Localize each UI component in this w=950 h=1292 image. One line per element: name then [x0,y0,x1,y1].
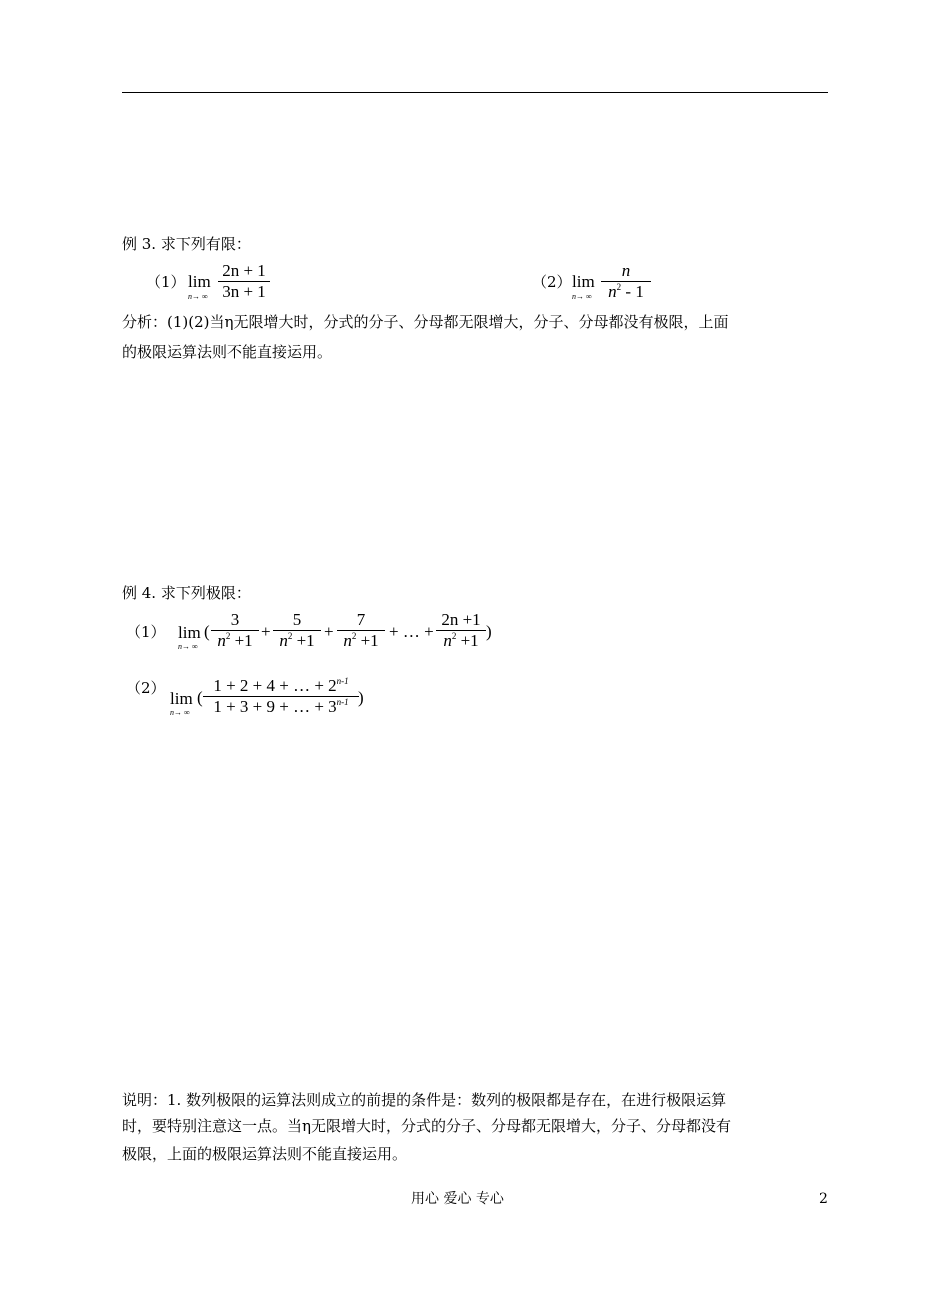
example-3-part-1-label: （1） [146,273,186,291]
example-4-title: 例 4. 求下列极限： [122,584,251,602]
close-paren: ) [486,622,492,641]
lim-operator: lim [188,272,211,291]
footer-motto: 用心 爱心 专心 [411,1191,504,1207]
lim-subscript: n→ ∞ [188,292,208,301]
header-rule [122,92,828,93]
lim-operator: lim [178,623,201,642]
note-line-1: 说明：1. 数列极限的运算法则成立的前提的条件是：数列的极限都是存在，在进行极限运算 [122,1091,727,1109]
lim-subscript: n→ ∞ [178,642,198,651]
note-line-3: 极限，上面的极限运算法则不能直接运用。 [122,1145,408,1163]
sum-term-n: $\frac{2n +1}{n^2 +1}$ [436,610,486,651]
open-paren: ( [204,622,210,641]
lim-operator: lim [572,272,595,291]
close-paren: ) [358,688,364,707]
example-3-fraction-2 [601,261,651,302]
example-3-fraction-1 [218,261,270,302]
lim-subscript: n→ ∞ [572,292,592,301]
lim-subscript: n→ ∞ [170,708,190,717]
example-3-part-2-label: （2） [532,273,572,291]
denominator: 3n + 1 [218,281,270,302]
example-3-title: 例 3. 求下列有限： [122,235,251,253]
example-4-fraction-2: $\frac{1 + 2 + 4 + \dots + 2^{n-1}}{1 + 3 + 9 + \dots + 3^{n-1}}$ [203,676,359,717]
lim-operator: lim [170,689,193,708]
ellipsis: + … + [389,622,434,641]
example-4-part-2-label: （2） [126,679,166,697]
page-number: 2 [819,1191,828,1207]
plus-sign: + [324,622,334,641]
sum-term-3: $\frac{7}{n^2 +1}$ [337,610,385,651]
analysis-line-1: 分析：(1)(2)当η无限增大时，分式的分子、分母都无限增大，分子、分母都没有极限，上面 [122,313,729,331]
denominator: $n^2 - 1$ [601,281,651,302]
numerator: 2n + 1 [222,261,266,280]
note-line-2: 时，要特别注意这一点。当η无限增大时，分式的分子、分母都无限增大，分子、分母都没有 [122,1117,731,1135]
sum-term-2: $\frac{5}{n^2 +1}$ [273,610,321,651]
analysis-line-2: 的极限运算法则不能直接运用。 [122,343,333,361]
numerator: n [621,261,631,280]
plus-sign: + [261,622,271,641]
sum-term-1: $\frac{3}{n^2 +1}$ [211,610,259,651]
example-4-part-1-label: （1） [126,623,166,641]
open-paren: ( [197,688,203,707]
